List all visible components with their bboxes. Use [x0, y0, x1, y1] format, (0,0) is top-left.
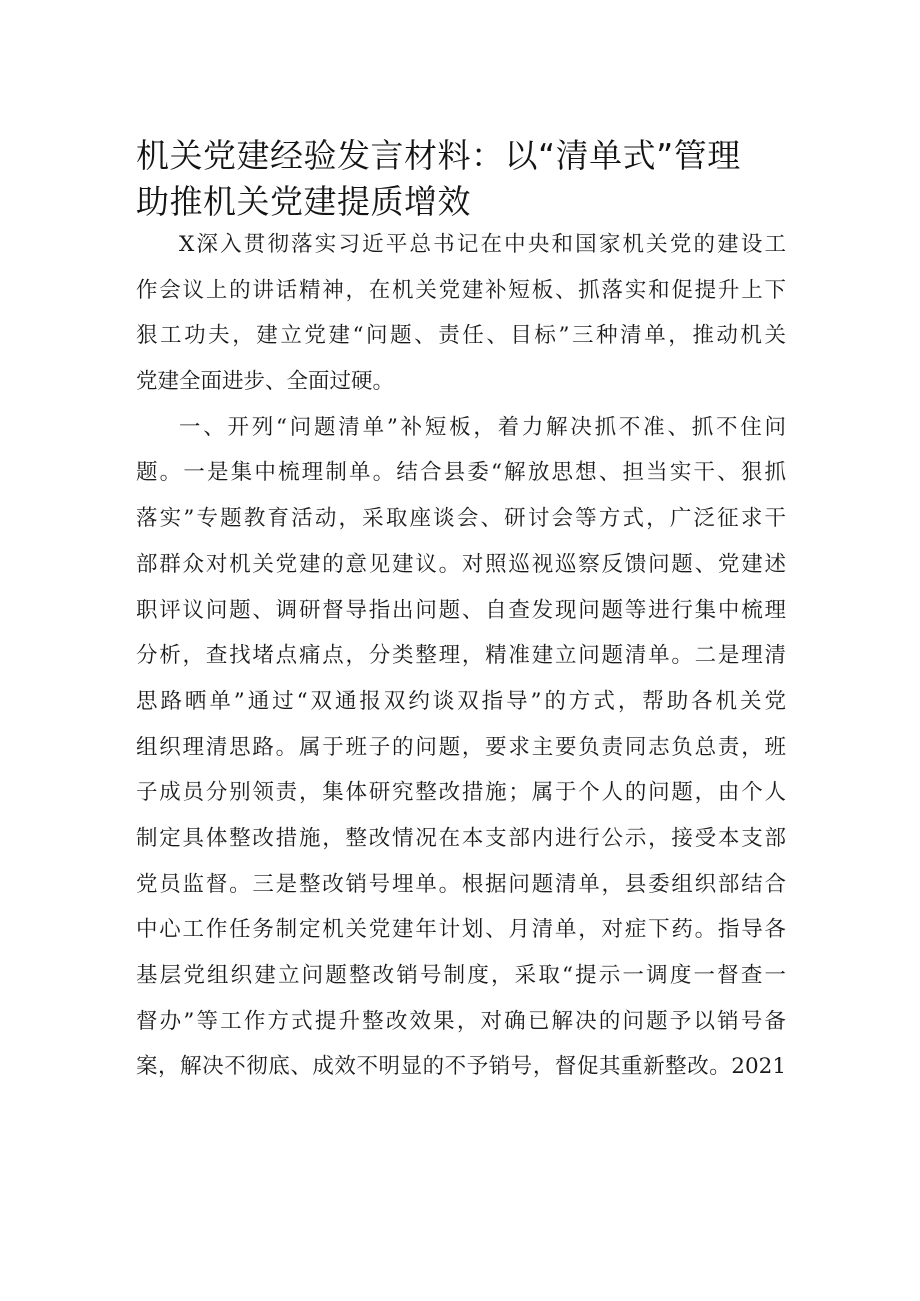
paragraph-line: 案，解决不彻底、成效不明显的不予销号，督促其重新整改。2021 — [136, 1054, 786, 1080]
paragraph-line: 子成员分别领责，集体研究整改措施；属于个人的问题，由个人 — [136, 780, 786, 806]
paragraph-line: 基层党组织建立问题整改销号制度，采取“提示一调度一督查一 — [136, 963, 786, 988]
paragraph-line: 党建全面进步、全面过硬。 — [136, 369, 395, 395]
title-line-1: 机关党建经验发言材料：以“清单式”管理 — [136, 136, 741, 175]
paragraph-line: 思路晒单”通过“双通报双约谈双指导”的方式，帮助各机关党 — [136, 688, 786, 714]
paragraph-intro — [136, 222, 786, 405]
paragraph-line: 落实”专题教育活动，采取座谈会、研讨会等方式，广泛征求干 — [136, 506, 786, 532]
paragraph-section-one — [136, 405, 786, 1090]
paragraph-line: 职评议问题、调研督导指出问题、自查发现问题等进行集中梳理 — [136, 597, 786, 623]
paragraph-line: 制定具体整改措施，整改情况在本支部内进行公示，接受本支部 — [136, 825, 786, 851]
paragraph-line: 一、开列“问题清单”补短板，着力解决抓不准、抓不住问 — [179, 414, 786, 440]
paragraph-line: 部群众对机关党建的意见建议。对照巡视巡察反馈问题、党建述 — [136, 551, 786, 577]
paragraph-line: 督办”等工作方式提升整改效果，对确已解决的问题予以销号备 — [136, 1008, 786, 1034]
paragraph-line: 狠工功夫，建立党建“问题、责任、目标”三种清单，推动机关 — [136, 323, 786, 349]
document-body — [136, 222, 786, 1090]
paragraph-line: 作会议上的讲话精神，在机关党建补短板、抓落实和促提升上下 — [136, 277, 786, 303]
paragraph-line: 分析，查找堵点痛点，分类整理，精准建立问题清单。二是理清 — [136, 643, 786, 669]
paragraph-line: X深入贯彻落实习近平总书记在中央和国家机关党的建设工 — [179, 232, 786, 257]
document-title — [136, 133, 776, 225]
paragraph-line: 题。一是集中梳理制单。结合县委“解放思想、担当实干、狠抓 — [136, 460, 786, 486]
title-line-2: 助推机关党建提质增效 — [136, 182, 471, 221]
paragraph-line: 中心工作任务制定机关党建年计划、月清单，对症下药。指导各 — [136, 917, 786, 943]
paragraph-line: 党员监督。三是整改销号埋单。根据问题清单，县委组织部结合 — [136, 871, 786, 897]
paragraph-line: 组织理清思路。属于班子的问题，要求主要负责同志负总责，班 — [136, 734, 786, 760]
